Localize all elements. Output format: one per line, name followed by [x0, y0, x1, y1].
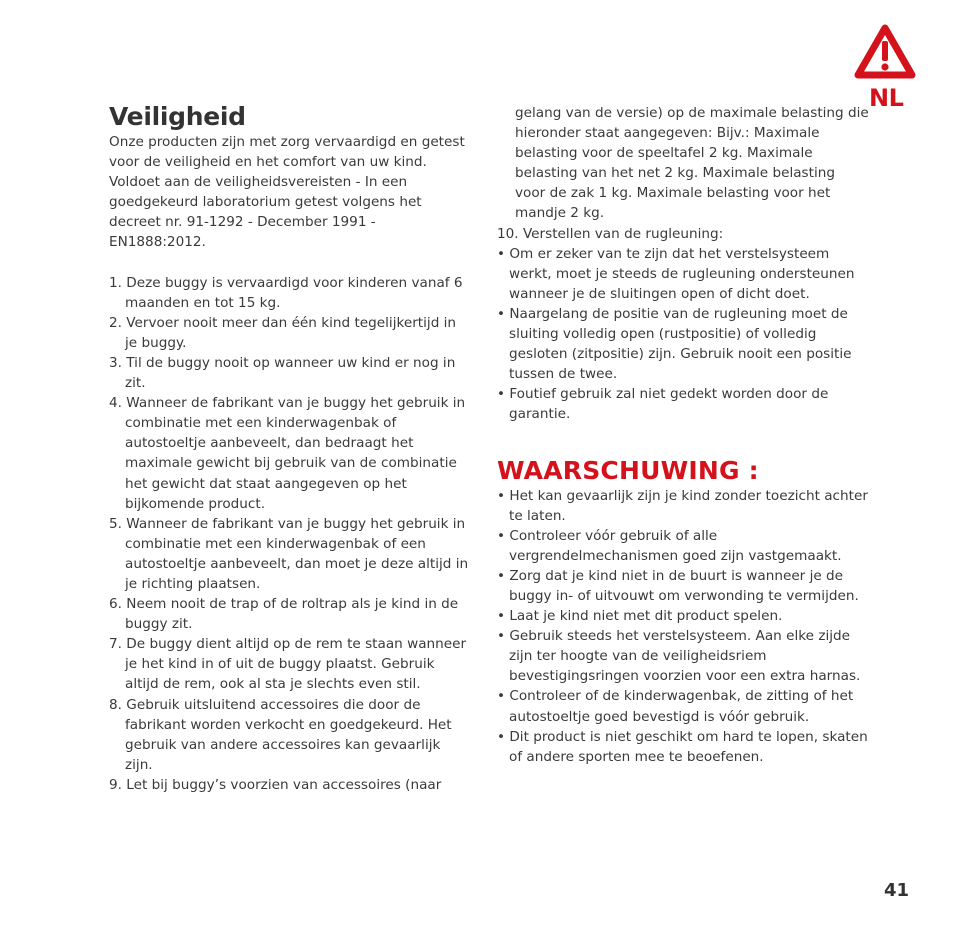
- safety-item-9: 9. Let bij buggy’s voorzien van accessoires (naar: [109, 776, 442, 793]
- safety-intro: Onze producten zijn met zorg vervaardigd en getest voor de veiligheid en het comfort van uw kind. Voldoet aan de veiligheidsvereisten - In een goedgekeurd laboratorium getest volgens het decreet nr. 91-1292 - December 1991 - EN1888:2012.: [109, 134, 465, 251]
- safety-item-6: 6. Neem nooit de trap of de roltrap als je kind in de buggy zit.: [109, 596, 459, 633]
- safety-item-3: 3. Til de buggy nooit op wanneer uw kind er nog in zit.: [109, 354, 456, 392]
- spacer: [497, 425, 869, 456]
- safety-list: [109, 273, 471, 795]
- safety-item-4: 4. Wanneer de fabrikant van je buggy het gebruik in combinatie met een kinderwagenbak of autostoeltje aanbeveelt, dan bedraagt het maximale gewicht bij gebruik van de combinatie het gewicht dat staat aangegeven op het bijkomende product.: [109, 395, 466, 512]
- safety-item-8: 8. Gebruik uitsluitend accessoires die door de fabrikant worden verkocht en goedgekeurd. Het gebruik van andere accessoires kan gevaarlijk zijn.: [109, 696, 452, 773]
- warning-triangle-icon: [853, 23, 917, 81]
- backrest-bullet-1: • Om er zeker van te zijn dat het verstelsysteem werkt, moet je steeds de rugleuning ondersteunen wanneer je de sluitingen open of dicht doet.: [497, 244, 869, 304]
- warning-bullet-7: • Dit product is niet geschikt om hard te lopen, skaten of andere sporten mee te beoefenen.: [497, 727, 869, 767]
- warning-bullet-5: • Gebruik steeds het verstelsysteem. Aan elke zijde zijn ter hoogte van de veiligheidsriem bevestigingsringen voorzien voor een extra harnas.: [497, 626, 869, 686]
- safety-item-5: 5. Wanneer de fabrikant van je buggy het gebruik in combinatie met een kinderwagenbak of een autostoeltje aanbeveelt, dan moet je deze altijd in je richting plaatsen.: [109, 515, 469, 592]
- warning-bullet-3: • Zorg dat je kind niet in de buurt is wanneer je de buggy in- of uitvouwt om verwonding te vermijden.: [497, 566, 869, 606]
- safety-title: Veiligheid: [109, 102, 246, 131]
- warning-bullet-4: • Laat je kind niet met dit product spelen.: [497, 606, 869, 626]
- right-column: [497, 103, 869, 767]
- safety-item-2: 2. Vervoer nooit meer dan één kind tegelijkertijd in je buggy.: [109, 314, 457, 351]
- warning-bullet-1: • Het kan gevaarlijk zijn je kind zonder toezicht achter te laten.: [497, 486, 869, 526]
- warning-title: WAARSCHUWING :: [497, 455, 759, 485]
- spacer: [109, 253, 471, 273]
- language-code: NL: [869, 84, 904, 112]
- safety-item-7: 7. De buggy dient altijd op de rem te staan wanneer je het kind in of uit de buggy plaatst. Gebruik altijd de rem, ook al sta je slechts even stil.: [109, 636, 467, 693]
- backrest-bullet-2: • Naargelang de positie van de rugleuning moet de sluiting volledig open (rustpositie) of volledig gesloten (zitpositie) zijn. Gebruik nooit een positie tussen de twee.: [497, 304, 869, 384]
- page-number: 41: [884, 880, 910, 901]
- safety-item-10-heading: 10. Verstellen van de rugleuning:: [497, 225, 724, 242]
- warning-bullet-2: • Controleer vóór gebruik of alle vergrendelmechanismen goed zijn vastgemaakt.: [497, 526, 869, 566]
- backrest-bullet-3: • Foutief gebruik zal niet gedekt worden door de garantie.: [497, 384, 869, 424]
- warning-bullet-6: • Controleer of de kinderwagenbak, de zitting of het autostoeltje goed bevestigd is vóór gebruik.: [497, 686, 869, 726]
- left-column: [109, 102, 471, 795]
- safety-item-9-continued: gelang van de versie) op de maximale belasting die hieronder staat aangegeven: Bijv.: Maximale belasting voor de speeltafel 2 kg. Maximale belasting van het net 2 kg. Maximale belasting voor de zak 1 kg. Maximale belasting voor het mandje 2 kg.: [515, 105, 869, 222]
- safety-item-1: 1. Deze buggy is vervaardigd voor kinderen vanaf 6 maanden en tot 15 kg.: [109, 274, 463, 311]
